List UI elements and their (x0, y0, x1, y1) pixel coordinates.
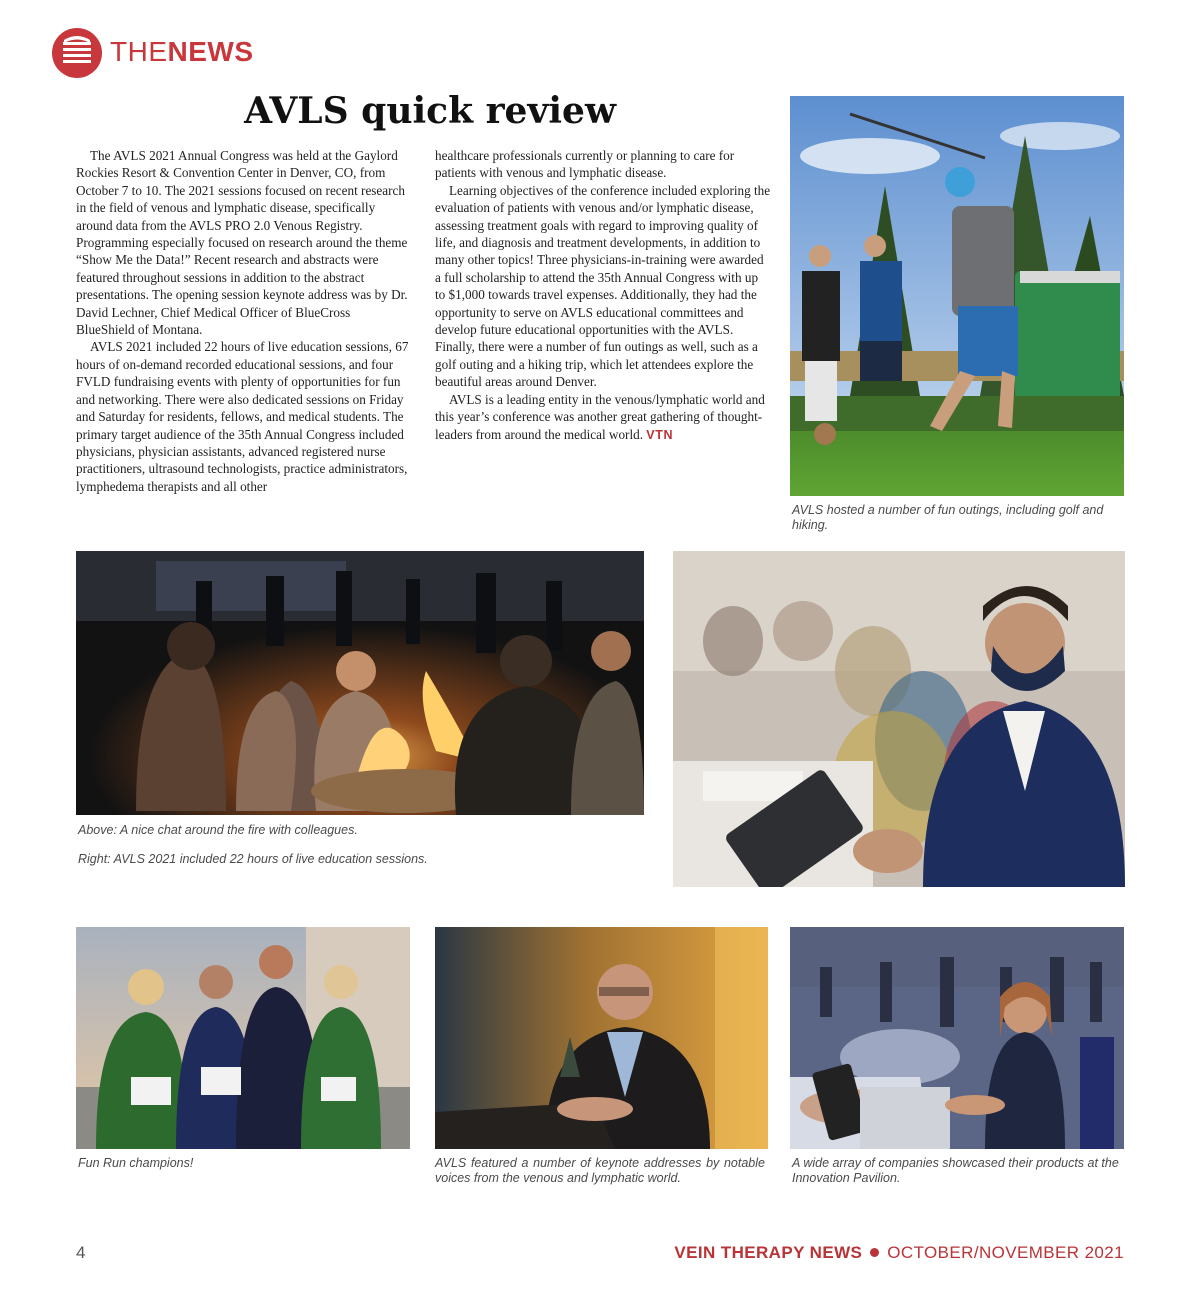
innovation-pavilion-photo (790, 927, 1124, 1149)
article-column-2 (435, 147, 771, 444)
section-label-prefix: THE (110, 36, 168, 67)
vtn-end-mark: VTN (646, 427, 674, 442)
publication-name-bold: NEWS (809, 1243, 863, 1262)
sessions-caption: Right: AVLS 2021 included 22 hours of live education sessions. (78, 852, 428, 866)
paragraph: Learning objectives of the conference included exploring the evaluation of patients with venous and/or lymphatic disease, assessing treatment goals with regard to improving quality of life, and diagnosis and treatment developments, in addition to many other topics! Three physicians-in-training were awarded a full scholarship to attend the 35th Annual Congress with up to $1,000 towards travel expenses. Additionally, they had the opportunity to serve on AVLS educational committees and develop future educational opportunities with the AVLS. Finally, there were a number of fun outings as well, such as a golf outing and a hiking trip, which let attendees explore the beautiful areas around Denver. (435, 182, 771, 390)
page-number: 4 (76, 1243, 86, 1262)
pavilion-caption: A wide array of companies showcased their products at the Innovation Pavilion. (792, 1156, 1119, 1185)
news-logo-icon (52, 28, 102, 78)
publication-name: VEIN THERAPY (674, 1243, 805, 1262)
paragraph: AVLS 2021 included 22 hours of live education sessions, 67 hours of on-demand recorded educational sessions, and four FVLD fundraising events with plenty of opportunities for fun and networking. There were also dedicated sessions on Friday and Saturday for residents, fellows, and medical students. The primary target audience of the 35th Annual Congress included physicians, physician assistants, advanced registered nurse practitioners, ultrasound technologists, practice administrators, lymphedema therapists and all other (76, 339, 409, 494)
section-label-main: NEWS (167, 36, 254, 67)
fire-caption: Above: A nice chat around the fire with colleagues. (78, 823, 358, 837)
bullet-dot-icon (870, 1248, 879, 1257)
golf-photo (790, 96, 1124, 496)
issue-date: OCTOBER/NOVEMBER 2021 (887, 1243, 1124, 1262)
paragraph-text: AVLS is a leading entity in the venous/lymphatic world and this year’s conference was another great gathering of thought-leaders from around the medical world. (435, 391, 765, 442)
keynote-photo (435, 927, 768, 1149)
article-headline: AVLS quick review (244, 90, 616, 132)
section-label (110, 34, 254, 70)
fun-run-caption: Fun Run champions! (78, 1156, 194, 1170)
fun-run-photo (76, 927, 410, 1149)
paragraph: The AVLS 2021 Annual Congress was held at the Gaylord Rockies Resort & Convention Center in Denver, CO, from October 7 to 10. The 2021 sessions focused on recent research in the field of venous and lymphatic disease, specifically around data from the AVLS PRO 2.0 Venous Registry. Programming especially focused on research around the theme “Show Me the Data!” Recent research and abstracts were featured throughout sessions in addition to the abstract presentations. The opening session keynote address was by Dr. David Lechner, Chief Medical Officer of BlueCross BlueShield of Montana. (76, 148, 408, 338)
paragraph: healthcare professionals currently or planning to care for patients with venous and lymphatic disease. (435, 148, 735, 181)
education-session-photo (673, 551, 1125, 887)
article-column-1 (76, 147, 412, 495)
footer-publication (674, 1243, 1124, 1263)
golf-caption: AVLS hosted a number of fun outings, including golf and hiking. (792, 503, 1104, 532)
keynote-caption: AVLS featured a number of keynote addresses by notable voices from the venous and lymphatic world. (435, 1156, 765, 1185)
paragraph (435, 391, 771, 444)
fire-pit-photo (76, 551, 644, 815)
